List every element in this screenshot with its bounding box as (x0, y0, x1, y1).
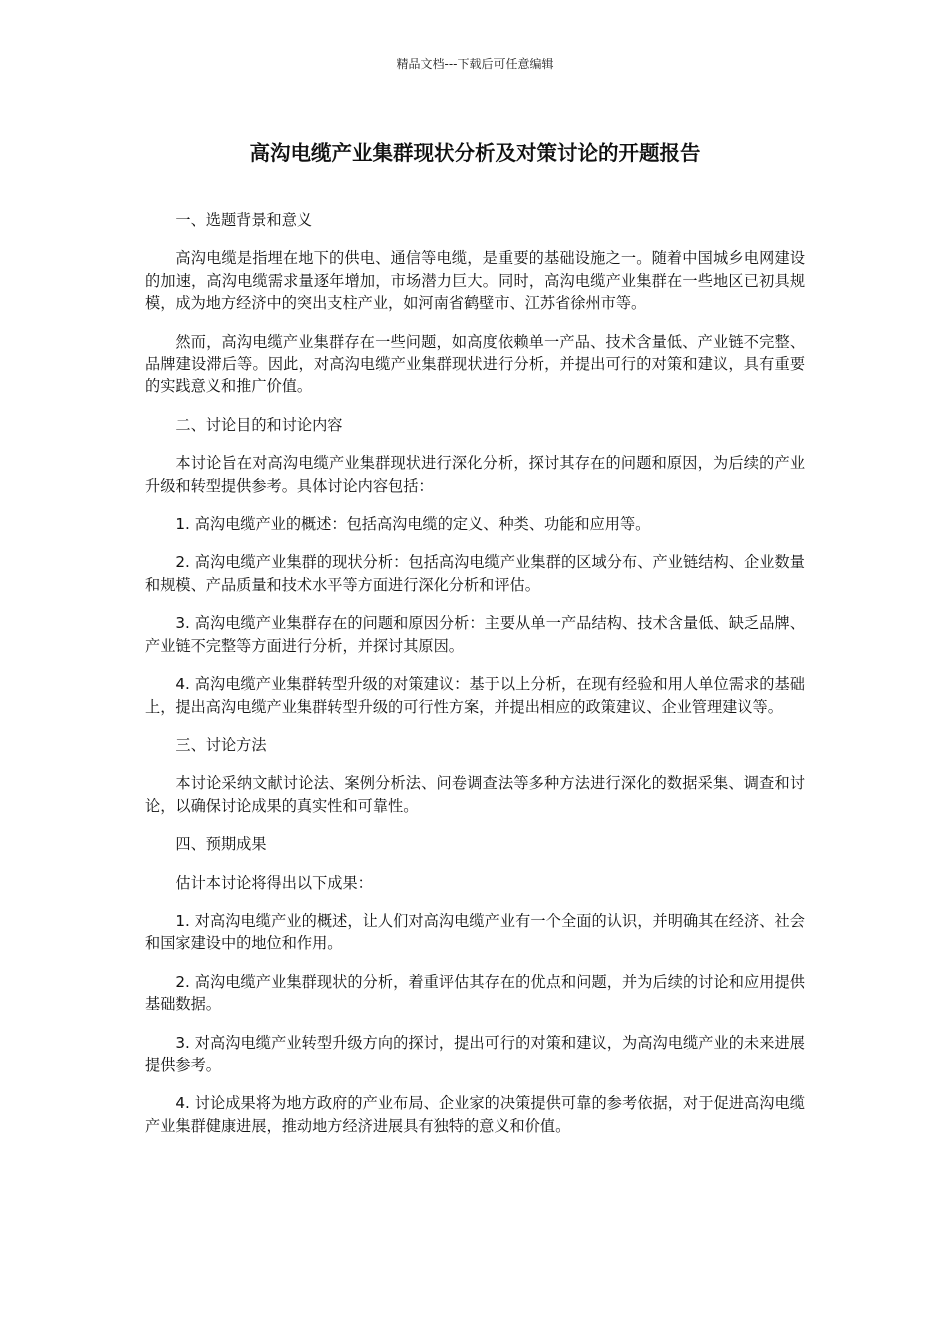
section-1-heading: 一、选题背景和意义 (175, 211, 313, 229)
section-3-paragraph-1: 本讨论采纳文献讨论法、案例分析法、问卷调查法等多种方法进行深化的数据采集、调查和讨论，以确保讨论成果的真实性和可靠性。 (145, 774, 805, 815)
section-2-item-2: 2. 高沟电缆产业集群的现状分析：包括高沟电缆产业集群的区域分布、产业链结构、企业数量和规模、产品质量和技术水平等方面进行深化分析和评估。 (145, 553, 805, 594)
section-2-item-3: 3. 高沟电缆产业集群存在的问题和原因分析：主要从单一产品结构、技术含量低、缺乏品牌、产业链不完整等方面进行分析，并探讨其原因。 (145, 614, 805, 655)
section-4-item-1: 1. 对高沟电缆产业的概述，让人们对高沟电缆产业有一个全面的认识，并明确其在经济、社会和国家建设中的地位和作用。 (145, 911, 805, 953)
section-2-intro: 本讨论旨在对高沟电缆产业集群现状进行深化分析，探讨其存在的问题和原因，为后续的产业升级和转型提供参考。具体讨论内容包括： (145, 454, 805, 495)
section-4-intro: 估计本讨论将得出以下成果： (175, 873, 373, 892)
section-4-item-3: 3. 对高沟电缆产业转型升级方向的探讨，提出可行的对策和建议，为高沟电缆产业的未来进展提供参考。 (145, 1033, 805, 1074)
section-4-item-2: 2. 高沟电缆产业集群现状的分析，着重评估其存在的优点和问题，并为后续的讨论和应用提供基础数据。 (145, 972, 805, 1014)
section-2-item-4: 4. 高沟电缆产业集群转型升级的对策建议：基于以上分析，在现有经验和用人单位需求的基础上，提出高沟电缆产业集群转型升级的可行性方案，并提出相应的政策建议、企业管理建议等。 (145, 675, 805, 716)
section-2-item-1: 1. 高沟电缆产业的概述：包括高沟电缆的定义、种类、功能和应用等。 (175, 515, 651, 534)
section-1-paragraph-2: 然而，高沟电缆产业集群存在一些问题，如高度依赖单一产品、技术含量低、产业链不完整、品牌建设滞后等。因此，对高沟电缆产业集群现状进行分析，并提出可行的对策和建议，具有重要的实践意义和推广价值。 (145, 332, 805, 396)
page-header-note: 精品文档---下载后可任意编辑 (396, 57, 554, 71)
section-3-heading: 三、讨论方法 (175, 735, 267, 754)
section-4-heading: 四、预期成果 (175, 835, 267, 854)
document-title: 高沟电缆产业集群现状分析及对策讨论的开题报告 (249, 141, 701, 165)
section-2-heading: 二、讨论目的和讨论内容 (175, 415, 343, 434)
section-1-paragraph-1: 高沟电缆是指埋在地下的供电、通信等电缆，是重要的基础设施之一。随着中国城乡电网建设的加速，高沟电缆需求量逐年增加，市场潜力巨大。同时，高沟电缆产业集群在一些地区已初具规模，成为地方经济中的突出支柱产业，如河南省鹤壁市、江苏省徐州市等。 (145, 249, 805, 313)
document-body (145, 209, 805, 1137)
section-4-item-4: 4. 讨论成果将为地方政府的产业布局、企业家的决策提供可靠的参考依据，对于促进高沟电缆产业集群健康进展，推动地方经济进展具有独特的意义和价值。 (145, 1094, 805, 1135)
